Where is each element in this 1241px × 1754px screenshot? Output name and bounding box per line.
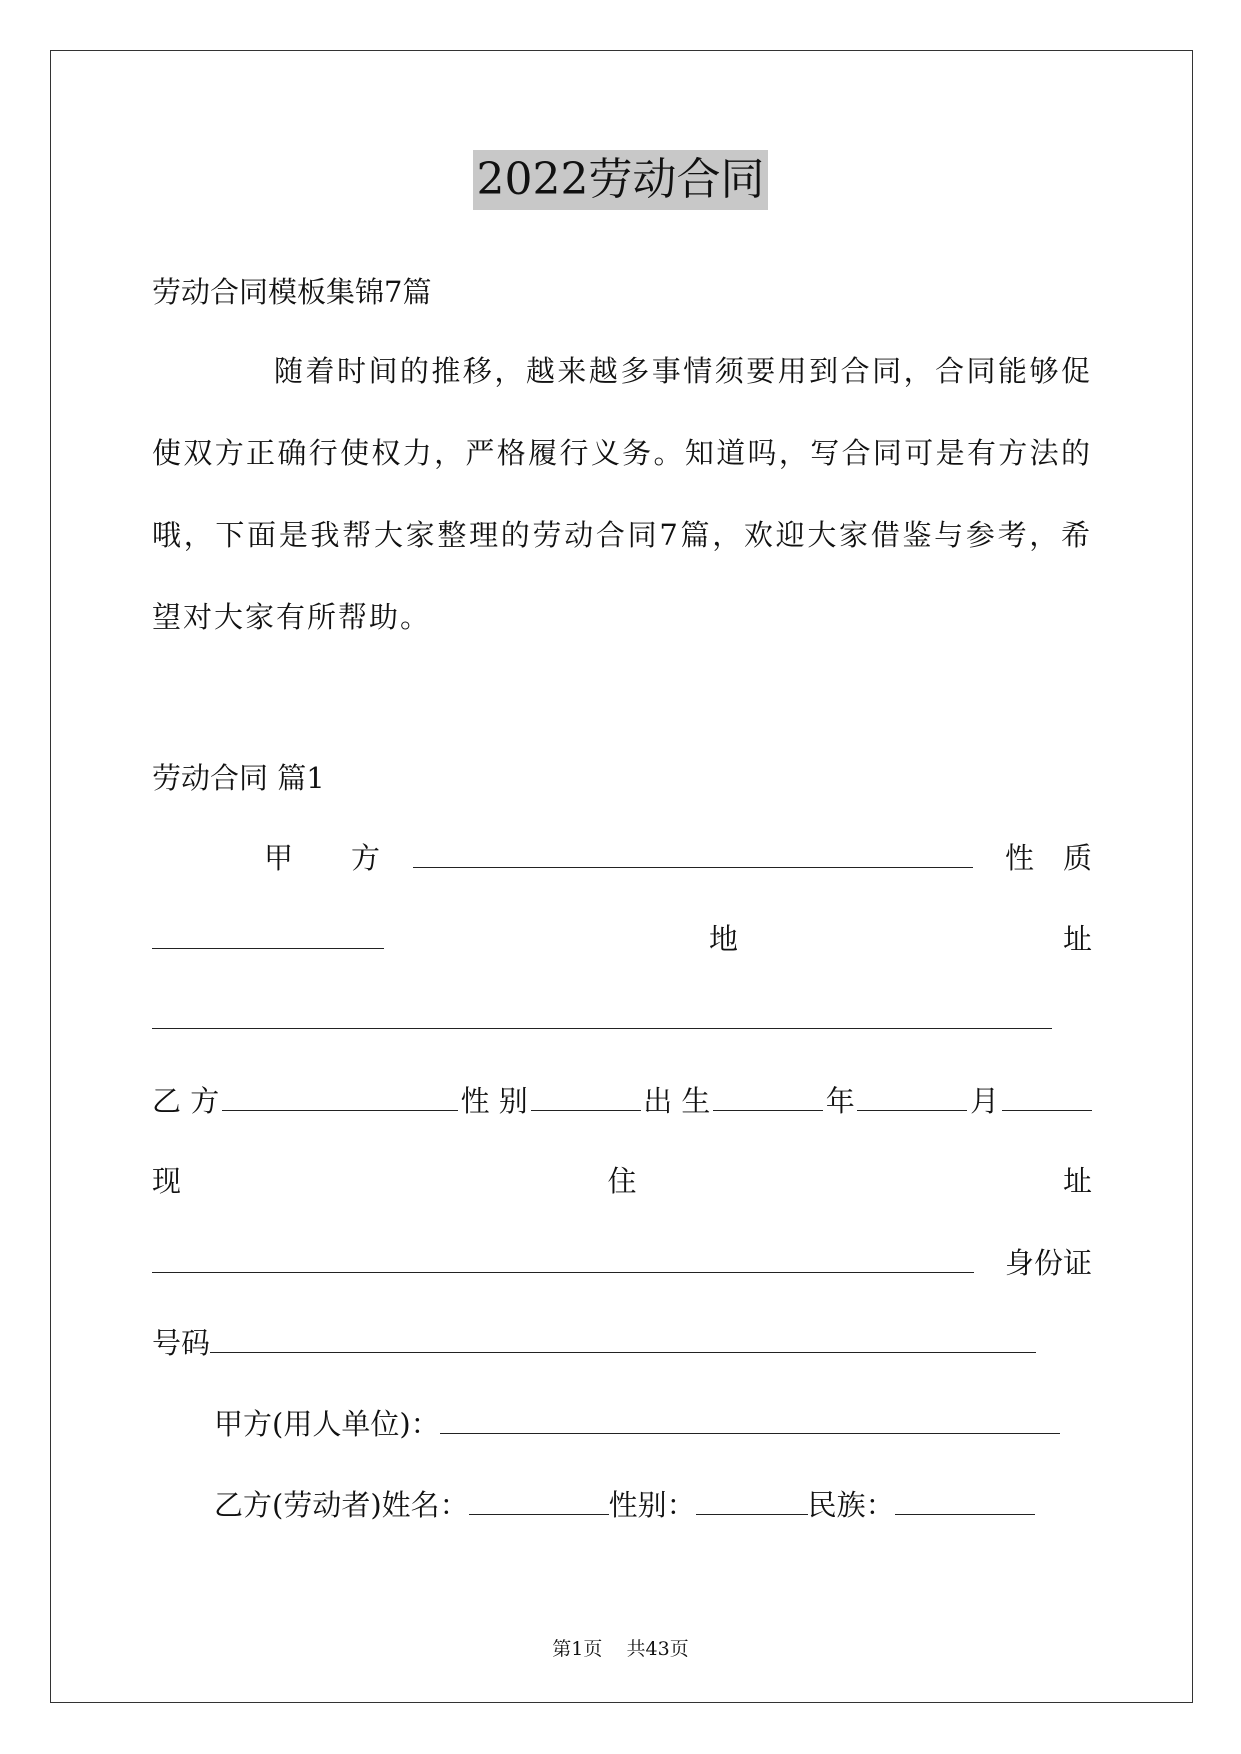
field-worker-gender[interactable]	[696, 1484, 808, 1515]
label-current: 现	[152, 1164, 182, 1198]
label-birth: 出 生	[643, 1084, 711, 1118]
row-address-blank	[152, 998, 1052, 1039]
field-party-b[interactable]	[222, 1080, 458, 1111]
label-worker-name: 乙方(劳动者)姓名：	[214, 1488, 469, 1522]
title-block	[0, 150, 1241, 210]
label-ethnicity: 民族：	[807, 1488, 895, 1522]
field-gender[interactable]	[531, 1080, 641, 1111]
row-id-card	[152, 1242, 1092, 1283]
field-party-a[interactable]	[413, 837, 973, 868]
row-party-a	[152, 837, 1092, 878]
label-month: 月	[970, 1084, 1000, 1118]
field-employer[interactable]	[440, 1403, 1060, 1434]
label-gender: 性 别	[460, 1084, 528, 1118]
label-address-right: 址	[1062, 922, 1092, 956]
label-worker-gender: 性别：	[608, 1488, 696, 1522]
field-birth-month[interactable]	[857, 1080, 967, 1111]
field-birth-year[interactable]	[713, 1080, 823, 1111]
row-employer	[214, 1403, 1060, 1444]
row-current-address	[152, 1161, 1092, 1201]
label-employer: 甲方(用人单位)：	[214, 1407, 440, 1441]
label-party-a: 甲 方	[264, 841, 381, 875]
label-live: 住	[607, 1164, 637, 1198]
label-id-number: 号码	[152, 1326, 211, 1360]
row-address	[152, 918, 1092, 959]
field-ethnicity[interactable]	[895, 1484, 1035, 1515]
document-title: 2022劳动合同	[473, 150, 769, 210]
section-heading: 劳动合同 篇1	[152, 761, 325, 795]
row-party-b	[152, 1080, 1092, 1121]
label-address-left: 地	[708, 922, 738, 956]
document-subtitle: 劳动合同模板集锦7篇	[152, 275, 432, 309]
label-nature: 性 质	[1004, 841, 1092, 875]
field-address[interactable]	[152, 998, 1052, 1029]
page-footer	[0, 1636, 1241, 1662]
field-worker-name[interactable]	[469, 1484, 609, 1515]
field-current-address[interactable]	[152, 1242, 974, 1273]
row-id-number	[152, 1322, 1036, 1363]
label-party-b: 乙 方	[152, 1084, 220, 1118]
intro-paragraph: 随着时间的推移，越来越多事情须要用到合同，合同能够促使双方正确行使权力，严格履行义务。知道吗，写合同可是有方法的哦，下面是我帮大家整理的劳动合同7篇，欢迎大家借鉴与参考，希望对大家有所帮助。	[152, 354, 1092, 634]
field-id-number[interactable]	[210, 1322, 1036, 1353]
field-nature[interactable]	[152, 918, 384, 949]
page-total: 共43页	[626, 1638, 689, 1660]
page-number: 第1页	[552, 1638, 603, 1660]
label-live-address: 址	[1062, 1164, 1092, 1198]
row-worker	[214, 1484, 1035, 1525]
field-birth-day[interactable]	[1002, 1080, 1092, 1111]
label-year: 年	[825, 1084, 855, 1118]
label-id-card: 身份证	[1004, 1246, 1092, 1280]
